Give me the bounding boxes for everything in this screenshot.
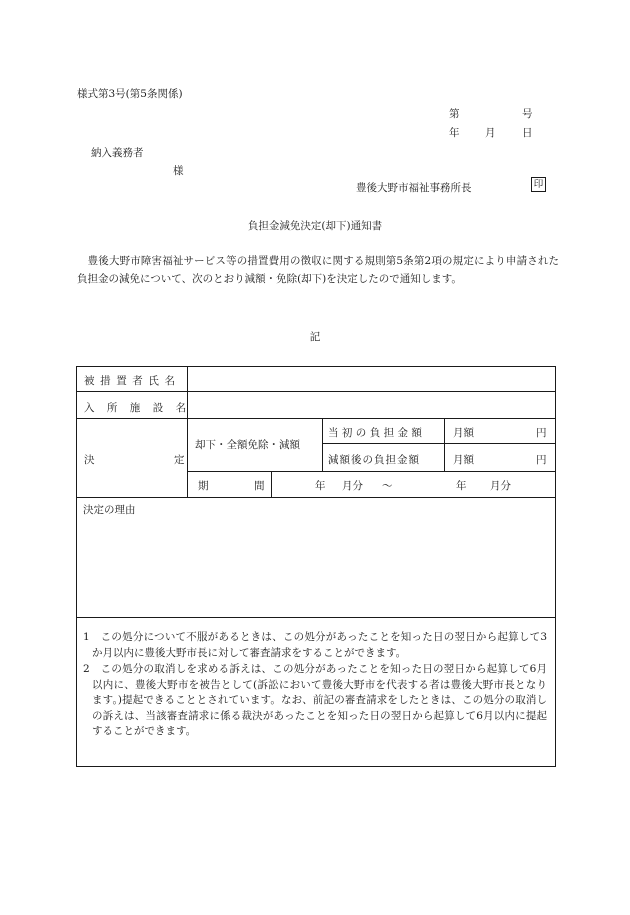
initial-yen-label: 円 (536, 427, 547, 439)
period-from-month: 月分 (342, 480, 363, 492)
decision-label-2: 定 (174, 454, 185, 466)
period-from-year: 年 (315, 480, 326, 492)
row-divider (322, 443, 555, 444)
row-divider (77, 497, 555, 498)
facility-label-text: 入所施設名 (84, 402, 199, 414)
column-divider (444, 418, 445, 471)
reduced-yen-label: 円 (536, 454, 547, 466)
number-prefix: 第 (449, 108, 460, 120)
period-to-year: 年 (456, 480, 467, 492)
row-divider (187, 471, 555, 472)
period-label-1: 期 (198, 480, 209, 492)
document-title: 負担金減免決定(却下)通知書 (247, 220, 383, 232)
ki-heading: 記 (309, 331, 321, 343)
initial-burden-label: 当初の負担金額 (328, 427, 426, 439)
period-to-month: 月分 (490, 480, 511, 492)
decision-form-table (76, 366, 556, 767)
name-label (84, 373, 182, 388)
name-value-field[interactable] (188, 368, 554, 390)
period-label-2: 間 (254, 480, 265, 492)
date-year: 年 (449, 127, 460, 139)
row-divider (77, 418, 555, 419)
reduced-monthly-label: 月額 (453, 454, 474, 466)
honorific: 様 (173, 165, 184, 177)
number-suffix: 号 (522, 108, 533, 120)
decision-label-1: 決 (84, 454, 95, 466)
facility-label (84, 400, 199, 415)
body-text: 豊後大野市障害福祉サービス等の措置費用の徴収に関する規則第5条第2項の規定により申請された負担金の減免について、次のとおり減額・免除(却下)を決定したので通知します。 (77, 255, 560, 285)
body-paragraph (77, 252, 559, 288)
column-divider (271, 471, 272, 497)
form-number-label: 様式第3号(第5条関係) (77, 88, 183, 100)
appeal-note-1: 1 この処分について不服があるときは、この処分があったことを知った日の翌日から起算して3か月以内に豊後大野市長に対して審査請求をすることができます。 (83, 631, 547, 659)
reduced-burden-label: 減額後の負担金額 (328, 454, 420, 466)
seal-mark: 印 (531, 177, 546, 192)
period-tilde: ～ (382, 480, 393, 492)
date-month: 月 (485, 127, 496, 139)
reason-field[interactable] (83, 519, 549, 613)
name-label-text: 被措置者氏名 (84, 375, 181, 387)
sender-office: 豊後大野市福祉事務所長 (356, 182, 472, 194)
initial-monthly-label: 月額 (453, 427, 474, 439)
recipient-label: 納入義務者 (91, 147, 144, 159)
column-divider (322, 418, 323, 471)
facility-value-field[interactable] (188, 392, 554, 417)
reason-label: 決定の理由 (83, 504, 136, 516)
date-day: 日 (522, 127, 533, 139)
appeal-note-2: 2 この処分の取消しを求める訴えは、この処分があったことを知った日の翌日から起算して6月以内に、豊後大野市を被告として(訴訟において豊後大野市を代表する者は豊後大野市長となります。)提起できることとされています。なお、前記の審査請求をしたときは、この処分の取消しの訴えは、当該審査請求に係る裁決があったことを知った日の翌日から起算して6月以内に提起することができます。 (83, 663, 547, 737)
row-divider (77, 617, 555, 618)
decision-type-options[interactable]: 却下・全額免除・減額 (195, 439, 300, 451)
